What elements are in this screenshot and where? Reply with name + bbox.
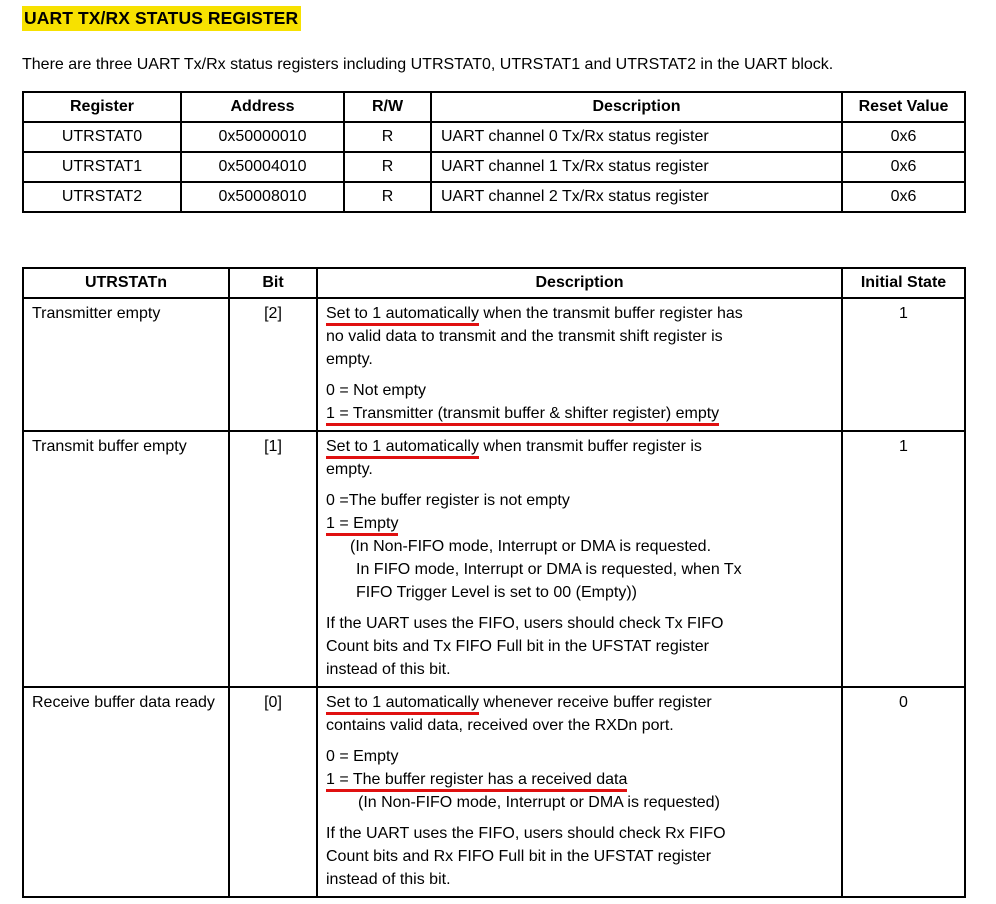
description-line	[326, 691, 833, 714]
red-underlined-text: Set to 1 automatically	[326, 438, 479, 459]
register-cell-description: UART channel 2 Tx/Rx status register	[431, 182, 842, 212]
register-row	[23, 152, 965, 182]
description-text: 0 = Not empty	[326, 382, 427, 399]
initial-state-cell: 1	[842, 431, 965, 687]
description-line	[326, 302, 833, 325]
intro-paragraph: There are three UART Tx/Rx status registers including UTRSTAT0, UTRSTAT1 and UTRSTAT2 in the UART block.	[22, 56, 834, 73]
register-cell-description: UART channel 1 Tx/Rx status register	[431, 152, 842, 182]
register-cell-r-w: R	[344, 122, 431, 152]
description-line	[326, 325, 833, 348]
description-line	[326, 489, 833, 512]
bit-header-bit: Bit	[229, 268, 317, 298]
bit-row-transmit-buffer-empty	[23, 431, 965, 687]
bit-header-utrstatn: UTRSTATn	[23, 268, 229, 298]
description-line	[326, 658, 833, 681]
description-text: Count bits and Tx FIFO Full bit in the UFSTAT register	[326, 638, 709, 655]
description-text: when transmit buffer register is	[478, 438, 702, 455]
description-text: If the UART uses the FIFO, users should check Tx FIFO	[326, 615, 724, 632]
register-cell-reset-value: 0x6	[842, 182, 965, 212]
register-row	[23, 122, 965, 152]
description-text: when the transmit buffer register has	[478, 305, 743, 322]
bit-name-cell: Receive buffer data ready	[23, 687, 229, 897]
page-title-highlight: UART TX/RX STATUS REGISTER	[22, 6, 301, 31]
bit-name-cell: Transmit buffer empty	[23, 431, 229, 687]
bit-header-initial-state: Initial State	[842, 268, 965, 298]
description-paragraph	[326, 489, 833, 604]
bit-row-transmitter-empty	[23, 298, 965, 431]
bit-description-table	[22, 267, 966, 898]
red-underlined-text: 1 = Empty	[326, 515, 398, 536]
register-cell-reset-value: 0x6	[842, 152, 965, 182]
description-line	[326, 379, 833, 402]
bit-header-description: Description	[317, 268, 842, 298]
description-line	[326, 458, 833, 481]
description-paragraph	[326, 745, 833, 814]
page-title	[22, 8, 972, 29]
bit-table-header-row	[23, 268, 965, 298]
reg-header-reset-value: Reset Value	[842, 92, 965, 122]
red-underlined-text: Set to 1 automatically	[326, 694, 479, 715]
bit-description-cell	[317, 687, 842, 897]
description-text: instead of this bit.	[326, 661, 451, 678]
register-table-header-row	[23, 92, 965, 122]
reg-header-register: Register	[23, 92, 181, 122]
register-cell-address: 0x50004010	[181, 152, 344, 182]
description-line	[326, 791, 833, 814]
description-text: Count bits and Rx FIFO Full bit in the UFSTAT register	[326, 848, 712, 865]
reg-header-r-w: R/W	[344, 92, 431, 122]
register-cell-description: UART channel 0 Tx/Rx status register	[431, 122, 842, 152]
red-underlined-text: 1 = Transmitter (transmit buffer & shifter register) empty	[326, 405, 719, 426]
description-text: 0 =The buffer register is not empty	[326, 492, 570, 509]
description-line	[326, 581, 833, 604]
description-paragraph	[326, 379, 833, 425]
description-text: empty.	[326, 351, 373, 368]
description-line	[326, 822, 833, 845]
bit-row-receive-buffer-data-ready	[23, 687, 965, 897]
red-underlined-text: 1 = The buffer register has a received data	[326, 771, 627, 792]
bit-number-cell: [1]	[229, 431, 317, 687]
description-line	[326, 868, 833, 891]
description-line	[326, 535, 833, 558]
reg-header-address: Address	[181, 92, 344, 122]
description-text: FIFO Trigger Level is set to 00 (Empty))	[356, 584, 637, 601]
description-line	[326, 612, 833, 635]
register-row	[23, 182, 965, 212]
register-cell-address: 0x50008010	[181, 182, 344, 212]
description-text: If the UART uses the FIFO, users should check Rx FIFO	[326, 825, 726, 842]
description-text: In FIFO mode, Interrupt or DMA is requested, when Tx	[356, 561, 742, 578]
description-line	[326, 845, 833, 868]
initial-state-cell: 1	[842, 298, 965, 431]
description-line	[326, 348, 833, 371]
reg-header-description: Description	[431, 92, 842, 122]
description-line	[326, 435, 833, 458]
bit-description-cell	[317, 298, 842, 431]
bit-name-cell: Transmitter empty	[23, 298, 229, 431]
description-text: empty.	[326, 461, 373, 478]
description-text: instead of this bit.	[326, 871, 451, 888]
initial-state-cell: 0	[842, 687, 965, 897]
description-text: no valid data to transmit and the transmit shift register is	[326, 328, 723, 345]
red-underlined-text: Set to 1 automatically	[326, 305, 479, 326]
description-text: whenever receive buffer register	[478, 694, 712, 711]
description-line	[326, 402, 833, 425]
bit-number-cell: [0]	[229, 687, 317, 897]
description-text: (In Non-FIFO mode, Interrupt or DMA is requested)	[358, 794, 720, 811]
register-cell-r-w: R	[344, 182, 431, 212]
description-line	[326, 512, 833, 535]
register-cell-register: UTRSTAT1	[23, 152, 181, 182]
register-cell-register: UTRSTAT2	[23, 182, 181, 212]
description-text: 0 = Empty	[326, 748, 399, 765]
description-line	[326, 635, 833, 658]
description-paragraph	[326, 435, 833, 481]
register-cell-reset-value: 0x6	[842, 122, 965, 152]
bit-number-cell: [2]	[229, 298, 317, 431]
description-paragraph	[326, 612, 833, 681]
description-paragraph	[326, 302, 833, 371]
register-cell-r-w: R	[344, 152, 431, 182]
register-summary-table	[22, 91, 966, 213]
description-line	[326, 558, 833, 581]
description-paragraph	[326, 691, 833, 737]
description-line	[326, 768, 833, 791]
description-text: contains valid data, received over the RXDn port.	[326, 717, 674, 734]
bit-description-cell	[317, 431, 842, 687]
register-cell-register: UTRSTAT0	[23, 122, 181, 152]
description-line	[326, 714, 833, 737]
description-line	[326, 745, 833, 768]
register-cell-address: 0x50000010	[181, 122, 344, 152]
description-paragraph	[326, 822, 833, 891]
description-text: (In Non-FIFO mode, Interrupt or DMA is requested.	[350, 538, 712, 555]
